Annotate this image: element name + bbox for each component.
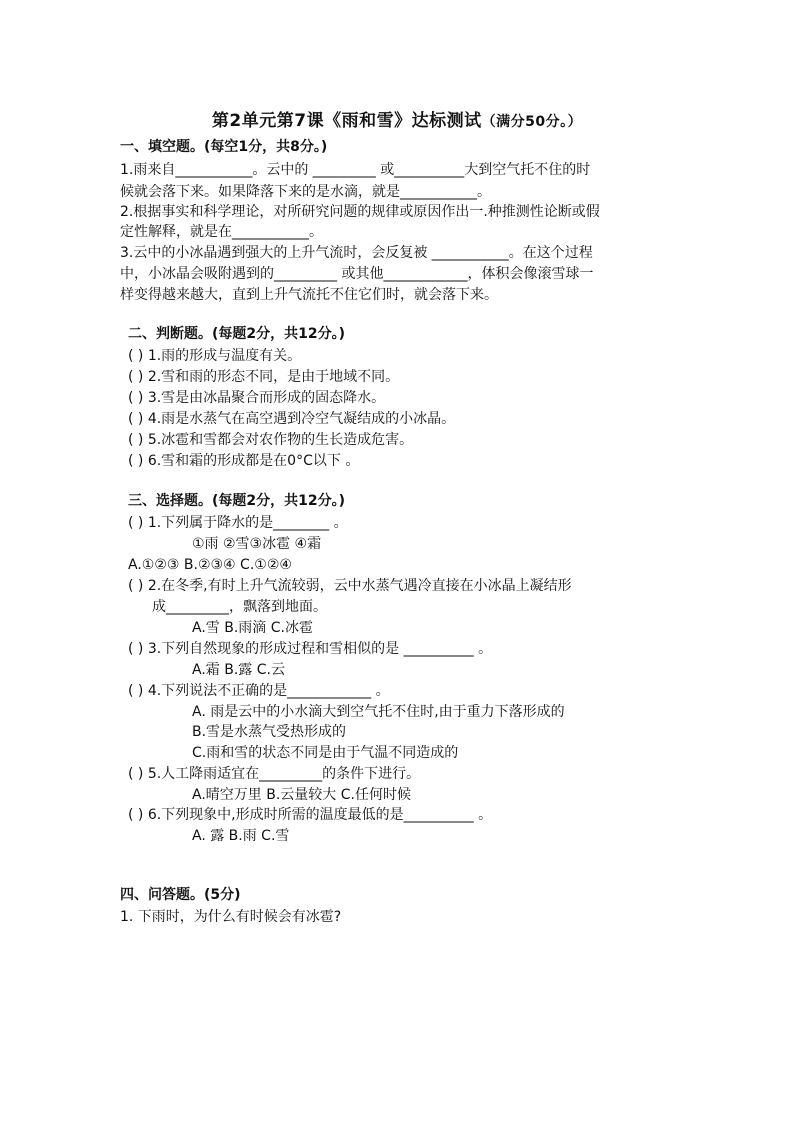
judgement-item: ( ) 5.冰雹和雪都会对农作物的生长造成危害。 [128,432,414,448]
section3-heading: 三、选择题。(每题2分，共12分。) [128,493,346,509]
choice-options: A.①②③ B.②③④ C.①②④ [128,557,292,573]
section1-line: 候就会落下来。如果降落下来的是水滴，就是___________。 [120,184,491,200]
section1-line: 2.根据事实和科学理论，对所研究问题的规律或原因作出一.种推测性论断或假 [120,204,600,220]
choice-option: C.雨和雪的状态不同是由于气温不同造成的 [192,745,459,761]
choice-option: A. 雨是云中的小水滴大到空气托不住时,由于重力下落形成的 [192,704,565,720]
section2-heading: 二、判断题。(每题2分，共12分。) [128,326,346,342]
section1-line: 中，小冰晶会吸附遇到的_________ 或其他____________，体积会像滚雪球一 [120,266,594,282]
choice-options: A.雪 B.雨滴 C.冰雹 [192,620,313,636]
section1-line: 3.云中的小冰晶遇到强大的上升气流时，会反复被 ___________。在这个过程 [120,245,593,261]
choice-options: A.霜 B.露 C.云 [192,662,285,678]
choice-question: ( ) 6.下列现象中,形成时所需的温度最低的是__________ 。 [128,807,493,823]
essay-question: 1. 下雨时，为什么有时候会有冰雹? [120,909,342,925]
judgement-item: ( ) 4.雨是水蒸气在高空遇到冷空气凝结成的小冰晶。 [128,411,456,427]
section1-line: 样变得越来越大，直到上升气流托不住它们时，就会落下来。 [120,287,498,303]
choice-options: A.晴空万里 B.云量较大 C.任何时候 [192,787,411,803]
title-score: （满分50分。） [481,114,583,130]
choice-option: B.雪是水蒸气受热形成的 [192,724,347,740]
choice-question: ( ) 4.下列说法不正确的是____________ 。 [128,683,390,699]
judgement-item: ( ) 3.雪是由冰晶聚合而形成的固态降水。 [128,390,386,406]
title-main: 第2单元第7课《雨和雪》达标测试 [211,111,482,131]
choice-question-cont: 成_________，飘落到地面。 [152,599,327,615]
section1-line: 1.雨来自___________。云中的 _________ 或__________大到空气托不住的时 [120,162,591,178]
choice-options: A. 露 B.雨 C.雪 [192,828,290,844]
judgement-item: ( ) 2.雪和雨的形态不同，是由于地域不同。 [128,369,400,385]
choice-question: ( ) 2.在冬季,有时上升气流较弱，云中水蒸气遇冷直接在小冰晶上凝结形 [128,578,572,594]
section1-line: 定性解释，就是在___________。 [120,224,323,240]
choice-question: ( ) 3.下列自然现象的形成过程和雪相似的是 __________ 。 [128,641,493,657]
page-title [0,106,794,131]
choice-items: ①雨 ②雪③冰雹 ④霜 [192,536,322,552]
section1-heading: 一、填空题。(每空1分，共8分。) [120,139,328,155]
section4-heading: 四、问答题。(5分) [120,887,241,903]
choice-question: ( ) 5.人工降雨适宜在_________的条件下进行。 [128,766,421,782]
choice-question: ( ) 1.下列属于降水的是________ 。 [128,515,348,531]
judgement-item: ( ) 1.雨的形成与温度有关。 [128,348,302,364]
judgement-item: ( ) 6.雪和霜的形成都是在0°C以下 。 [128,453,360,469]
